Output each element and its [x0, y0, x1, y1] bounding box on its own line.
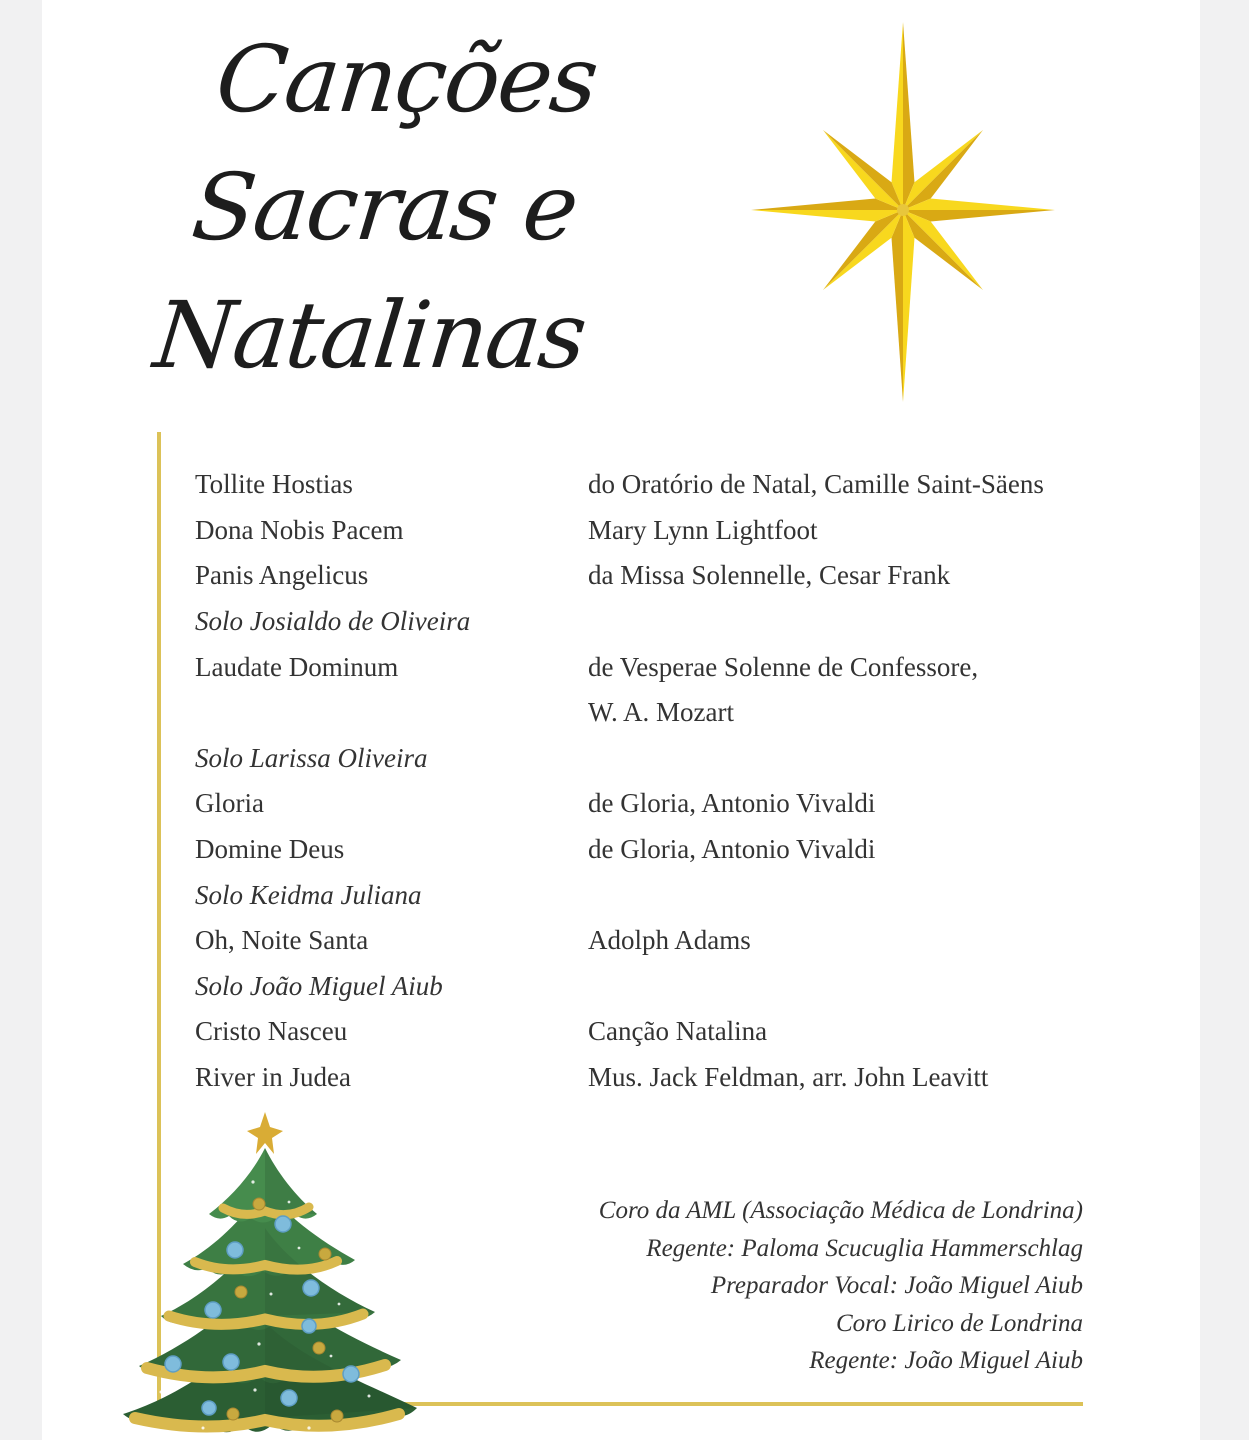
- poster-title-line-2: Sacras e: [187, 154, 582, 261]
- program-row-solo: [195, 736, 1115, 782]
- program-row: [195, 918, 1115, 964]
- song-composer: de Gloria, Antonio Vivaldi: [588, 834, 876, 865]
- song-title: Dona Nobis Pacem: [195, 514, 404, 545]
- christmas-tree-icon: [113, 1112, 431, 1440]
- song-title: Laudate Dominum: [195, 651, 399, 682]
- program-row-solo: [195, 964, 1115, 1010]
- song-title: Cristo Nasceu: [195, 1016, 348, 1047]
- poster-title-line-3: Natalinas: [149, 282, 590, 389]
- song-title: Panis Angelicus: [195, 560, 369, 591]
- song-composer: Mary Lynn Lightfoot: [588, 514, 818, 545]
- program-row: [195, 827, 1115, 873]
- credit-line: Preparador Vocal: João Miguel Aiub: [710, 1272, 1083, 1300]
- program-row: [195, 1009, 1115, 1055]
- program-row: [195, 462, 1115, 508]
- solo-credit: Solo Larissa Oliveira: [195, 742, 428, 773]
- song-title: Domine Deus: [195, 834, 345, 865]
- program-row-solo: [195, 599, 1115, 645]
- song-composer: do Oratório de Natal, Camille Saint-Säens: [588, 469, 1044, 500]
- bethlehem-star-icon: [745, 16, 1061, 404]
- poster-title-line-1: Canções: [211, 26, 602, 133]
- right-gray-band: [1200, 0, 1249, 1440]
- song-title: Gloria: [195, 788, 264, 819]
- solo-credit: Solo Josialdo de Oliveira: [195, 606, 471, 637]
- credit-line: Coro da AML (Associação Médica de Londrina): [598, 1197, 1083, 1224]
- left-gray-band: [0, 0, 42, 1440]
- credit-line: Regente: João Miguel Aiub: [809, 1347, 1083, 1375]
- program-row: [195, 1055, 1115, 1101]
- song-composer: W. A. Mozart: [588, 697, 734, 728]
- song-composer: de Vesperae Solenne de Confessore,: [588, 651, 979, 682]
- solo-credit: Solo João Miguel Aiub: [195, 970, 443, 1001]
- solo-credit: Solo Keidma Juliana: [195, 879, 422, 910]
- credit-line: Coro Lirico de Londrina: [835, 1309, 1083, 1337]
- credit-line: Regente: Paloma Scucuglia Hammerschlag: [646, 1234, 1083, 1262]
- program-row: [195, 690, 1115, 736]
- song-title: Tollite Hostias: [195, 469, 353, 500]
- credits-block: [599, 1192, 1083, 1380]
- song-title: River in Judea: [195, 1062, 351, 1093]
- program-row-solo: [195, 872, 1115, 918]
- song-composer: da Missa Solennelle, Cesar Frank: [588, 560, 951, 591]
- song-title: Oh, Noite Santa: [195, 925, 369, 956]
- song-composer: Adolph Adams: [588, 925, 751, 956]
- program-row: [195, 553, 1115, 599]
- song-composer: de Gloria, Antonio Vivaldi: [588, 788, 876, 819]
- song-composer: Mus. Jack Feldman, arr. John Leavitt: [588, 1062, 989, 1093]
- program-row: [195, 781, 1115, 827]
- program-row: [195, 508, 1115, 554]
- song-composer: Canção Natalina: [588, 1016, 768, 1047]
- program-list: [195, 462, 1115, 1100]
- program-row: [195, 644, 1115, 690]
